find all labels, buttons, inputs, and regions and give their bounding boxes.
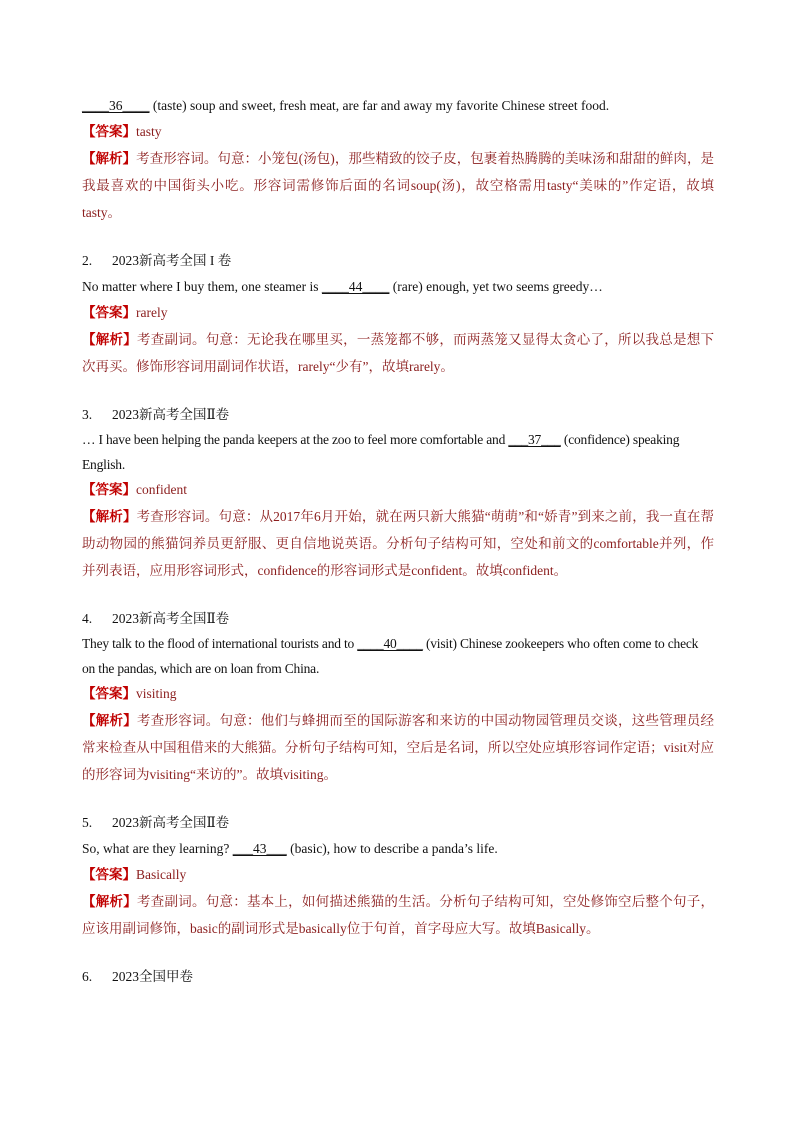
analysis-tag: 【解析】: [82, 894, 137, 909]
analysis-text: 考查形容词。句意：他们与蜂拥而至的国际游客和来访的中国动物园管理员交谈，这些管理员经常来检查从中国租借来的大熊猫。分析句子结构可知，空后是名词，所以空处应填形容词作定语；visit对应的形容词为visiting“来访的”。故填visiting。: [82, 713, 715, 782]
question-text: No matter where I buy them, one steamer is ____44____ (rare) enough, yet two seems greedy…: [82, 279, 603, 294]
question-heading: [82, 606, 714, 632]
analysis-text: 考查形容词。句意：小笼包(汤包)，那些精致的饺子皮，包裹着热腾腾的美味汤和甜甜的鲜肉，是我最喜欢的中国街头小吃。形容词需修饰后面的名词soup(汤)，故空格需用tasty“美味的”作定语，故填tasty。: [82, 151, 714, 220]
question-heading: [82, 402, 714, 428]
answer-tag: 【答案】: [82, 124, 136, 139]
question-text: They talk to the flood of international tourists and to ____40____ (visit) Chinese zookeepers who often come to check on the pandas, which are on loan from China.: [82, 636, 699, 676]
question-text: … I have been helping the panda keepers at the zoo to feel more comfortable and ___37___ (confidence) speaking English.: [82, 432, 680, 472]
question-number: 3.: [82, 407, 93, 422]
analysis-text: 考查副词。句意：无论我在哪里买，一蒸笼都不够，而两蒸笼又显得太贪心了，所以我总是想下次再买。修饰形容词用副词作状语，rarely“少有”，故填rarely。: [82, 332, 715, 374]
analysis-paragraph: [82, 145, 714, 226]
answer-line: [82, 300, 714, 326]
answer-value: tasty: [136, 124, 162, 139]
document-page: [82, 93, 714, 990]
analysis-tag: 【解析】: [82, 509, 137, 524]
answer-line: [82, 477, 714, 503]
question-text: So, what are they learning? ___43___ (basic), how to describe a panda’s life.: [82, 841, 498, 856]
question-number: 6.: [82, 969, 93, 984]
question-blank: ___37___: [508, 432, 561, 447]
question-source: 2023新高考全国Ⅱ卷: [112, 611, 230, 626]
answer-line: [82, 119, 714, 145]
question-text: ____36____ (taste) soup and sweet, fresh meat, are far and away my favorite Chinese street food.: [82, 98, 610, 113]
answer-tag: 【答案】: [82, 867, 136, 882]
analysis-paragraph: [82, 503, 714, 584]
answer-value: confident: [136, 482, 187, 497]
question-source: 2023全国甲卷: [112, 969, 193, 984]
question-number: 5.: [82, 815, 93, 830]
answer-line: [82, 862, 714, 888]
answer-value: visiting: [136, 686, 177, 701]
analysis-text: 考查副词。句意：基本上，如何描述熊猫的生活。分析句子结构可知，空处修饰空后整个句子，应该用副词修饰，basic的副词形式是basically位于句首，首字母应大写。故填Basically。: [82, 894, 715, 936]
question-blank: ____40____: [357, 636, 423, 651]
analysis-text: 考查形容词。句意：从2017年6月开始，就在两只新大熊猫“萌萌”和“娇青”到来之前，我一直在帮助动物园的熊猫饲养员更舒服、更自信地说英语。分析句子结构可知，空处和前文的comfortable并列，作并列表语，应用形容词形式，confidence的形容词形式是confident。故填confident。: [82, 509, 715, 578]
analysis-tag: 【解析】: [82, 151, 137, 166]
question-number: 2.: [82, 253, 93, 268]
analysis-paragraph: [82, 326, 714, 380]
question-source: 2023新高考全国Ⅱ卷: [112, 815, 230, 830]
answer-line: [82, 681, 714, 707]
answer-tag: 【答案】: [82, 305, 136, 320]
question-heading: [82, 964, 714, 990]
question-blank: ____44____: [321, 279, 390, 294]
question-blank: ____36____: [82, 98, 150, 113]
analysis-paragraph: [82, 707, 714, 788]
analysis-tag: 【解析】: [82, 332, 137, 347]
question-number: 4.: [82, 611, 93, 626]
analysis-tag: 【解析】: [82, 713, 137, 728]
answer-value: rarely: [136, 305, 168, 320]
question-heading: [82, 248, 714, 274]
answer-tag: 【答案】: [82, 686, 136, 701]
question-source: 2023新高考全国Ⅱ卷: [112, 407, 230, 422]
answer-tag: 【答案】: [82, 482, 136, 497]
question-blank: ___43___: [232, 841, 287, 856]
question-source: 2023新高考全国 I 卷: [112, 253, 232, 268]
analysis-paragraph: [82, 888, 714, 942]
question-heading: [82, 810, 714, 836]
answer-value: Basically: [136, 867, 187, 882]
